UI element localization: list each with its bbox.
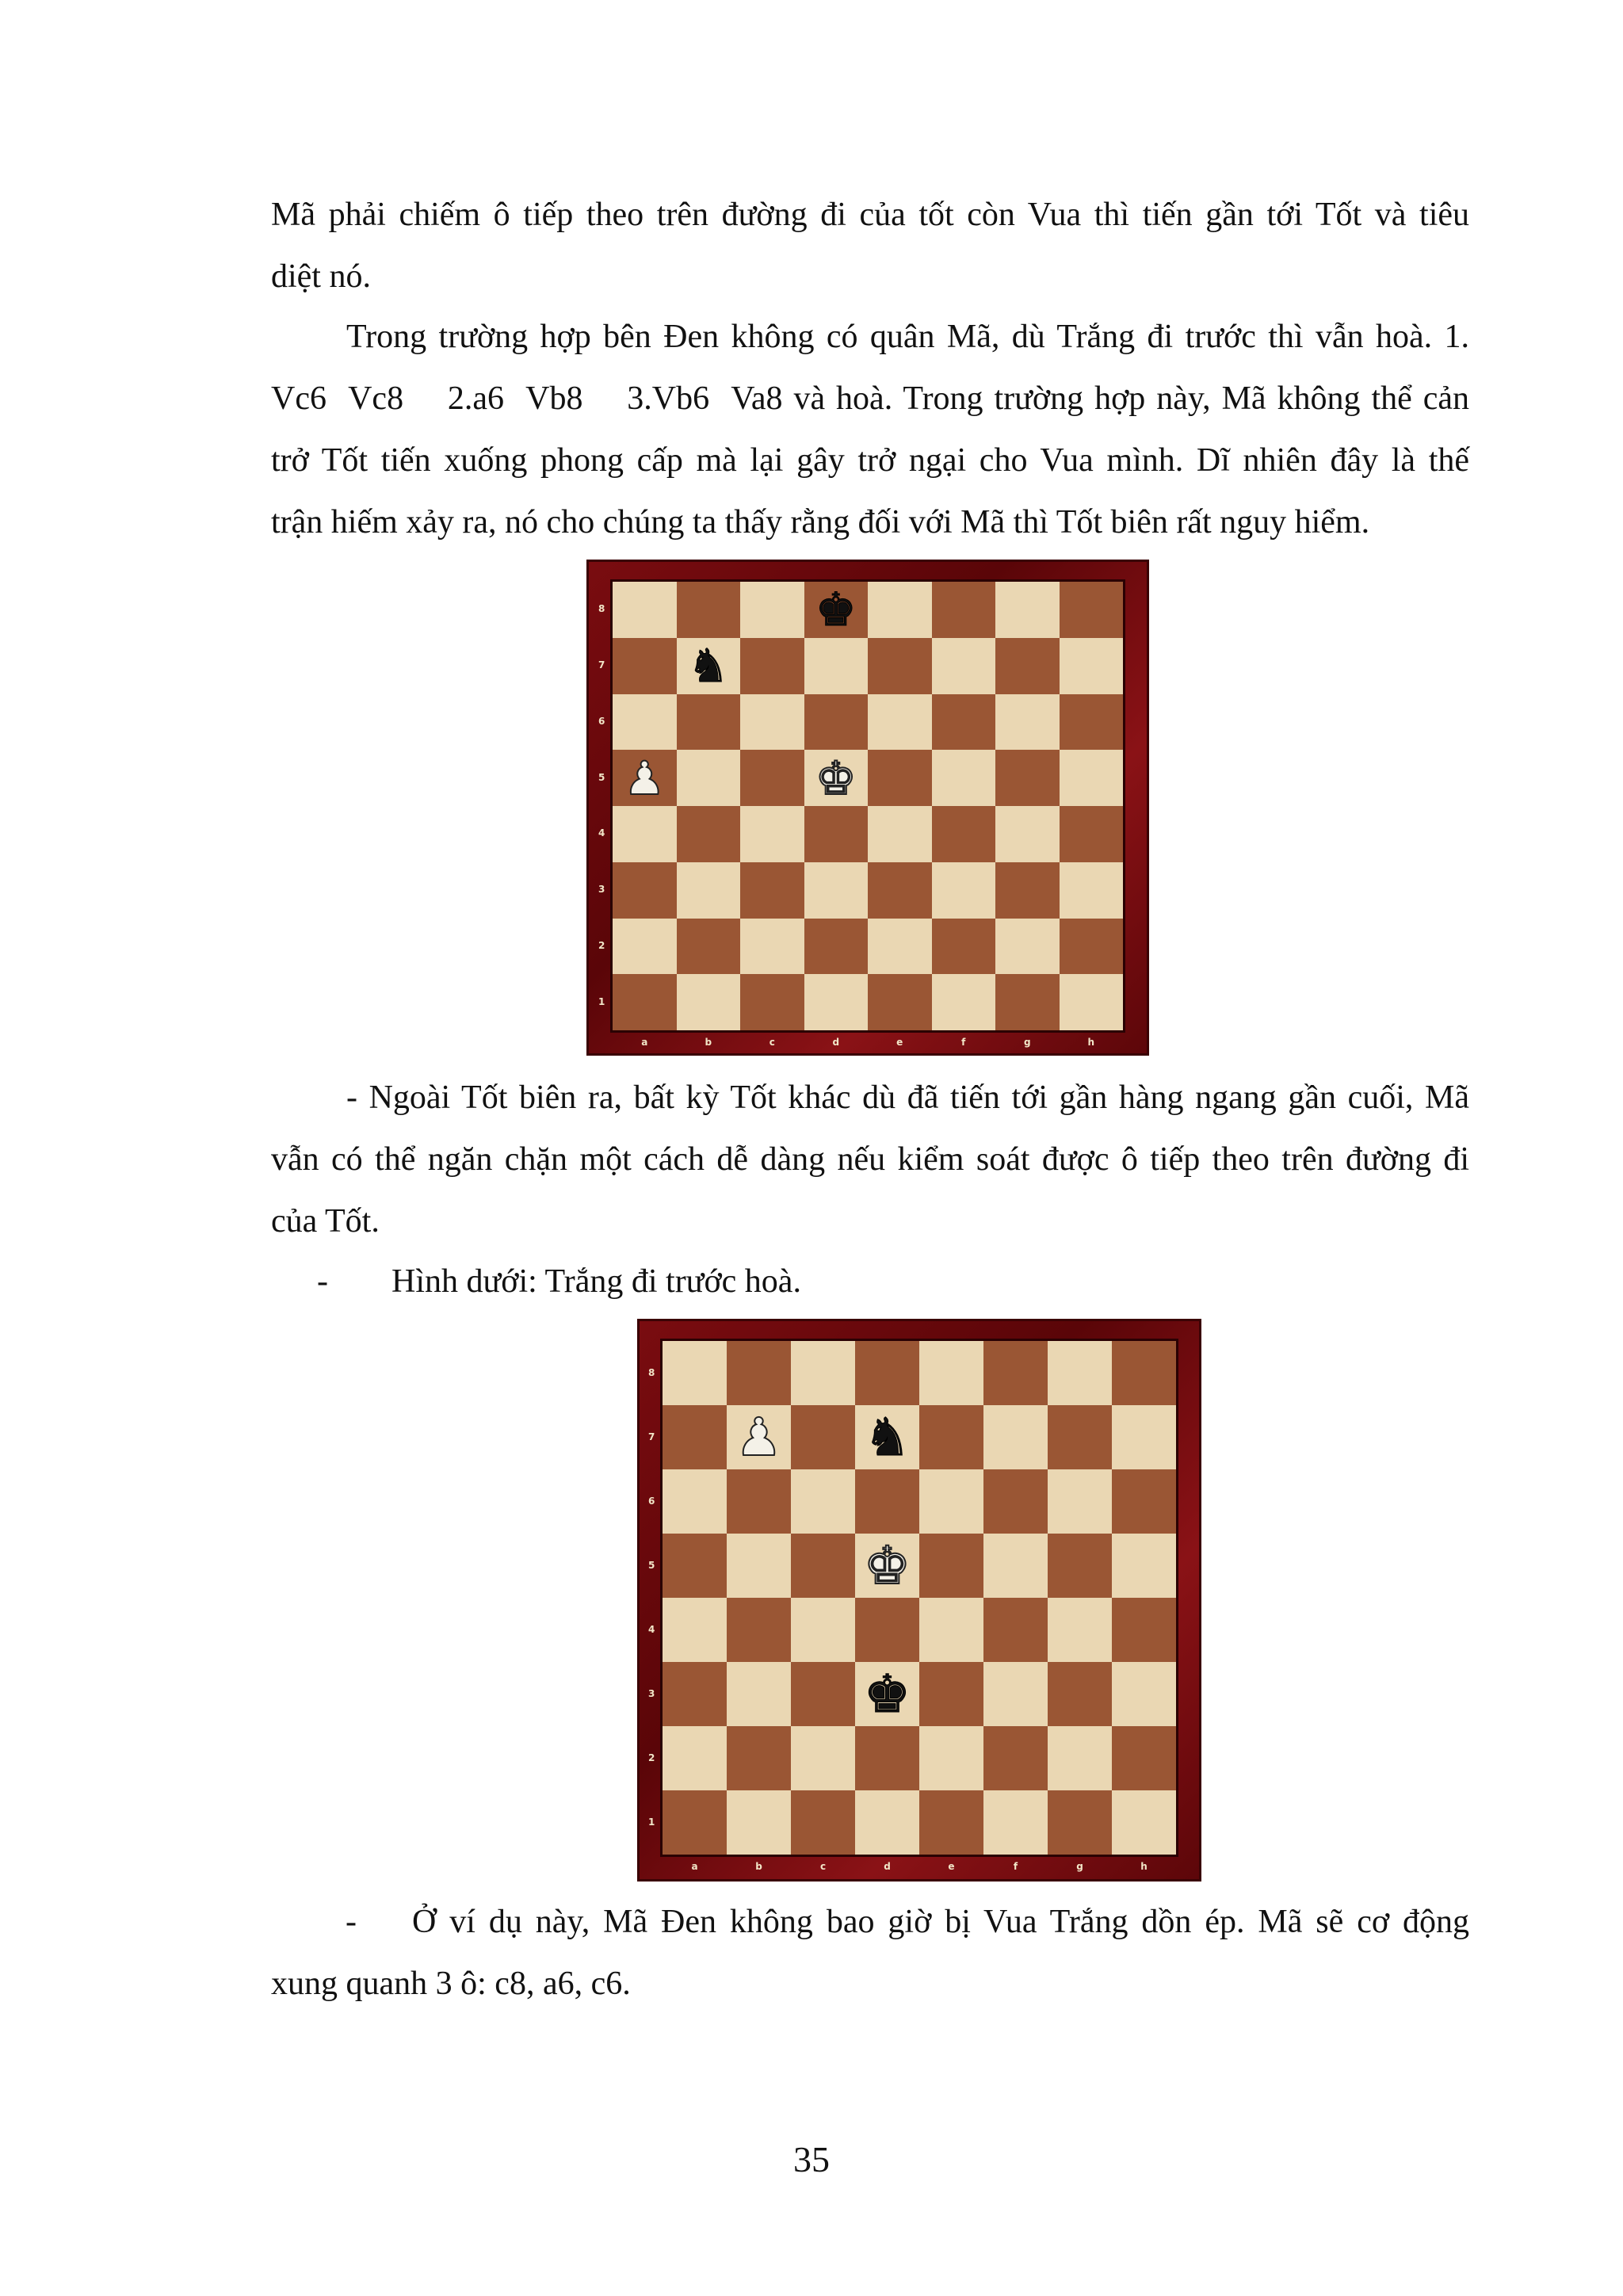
square-d8 [855,1341,919,1405]
square-b1 [677,974,741,1048]
square-h4 [1060,806,1124,862]
square-f1 [932,974,996,1048]
square-g5 [995,750,1060,806]
square-g1 [995,974,1060,1048]
square-h5 [1060,750,1124,806]
square-h6 [1060,694,1124,751]
square-e7 [919,1405,983,1469]
square-c7 [791,1405,855,1469]
square-a6 [598,694,677,751]
square-b8 [677,582,741,638]
square-e8 [868,582,932,638]
square-d2 [804,919,869,975]
square-h5 [1112,1534,1176,1598]
text-line: Mã phải chiếm ô tiếp theo trên đường đi của tốt còn Vua thì tiến gần tới Tốt và tiêu [271,197,1469,233]
text-line: - Ngoài Tốt biên ra, bất kỳ Tốt khác dù đã tiến tới gần hàng ngang gần cuối, Mã [346,1079,1469,1116]
rank-label: 8 [598,603,605,615]
file-label: f [961,1037,966,1048]
square-a8 [648,1341,727,1405]
white-pawn-icon: ♟ [735,1406,783,1468]
square-f3 [932,862,996,919]
caption-text: Hình dưới: Trắng đi trước hoà. [391,1263,801,1300]
square-d3 [855,1662,919,1726]
rank-label: 3 [598,884,605,896]
rank-label: 1 [598,995,605,1007]
square-c8 [791,1341,855,1405]
rank-label: 5 [648,1559,655,1571]
paragraph-1 [271,184,1469,308]
square-a4 [648,1598,727,1662]
square-e4 [868,806,932,862]
paragraph-5-continued [271,1953,1469,2015]
square-f5 [983,1534,1048,1598]
square-d5 [855,1534,919,1598]
rank-label: 7 [648,1431,655,1442]
square-d5 [804,750,869,806]
square-e7 [868,638,932,694]
square-c7 [740,638,804,694]
square-h3 [1112,1662,1176,1726]
square-g1 [1048,1790,1112,1872]
black-king-icon: ♚ [863,1663,911,1725]
square-c4 [740,806,804,862]
square-h1 [1060,974,1124,1048]
square-f8 [932,582,996,638]
page-number: 35 [793,2139,830,2179]
square-g5 [1048,1534,1112,1598]
rank-label: 7 [598,659,605,671]
square-f5 [932,750,996,806]
square-g4 [995,806,1060,862]
square-e2 [868,919,932,975]
rank-label: 4 [648,1623,655,1635]
file-label: e [948,1861,955,1872]
square-c4 [791,1598,855,1662]
square-c2 [791,1726,855,1790]
square-e5 [919,1534,983,1598]
square-a6 [648,1469,727,1534]
rank-label: 6 [598,715,605,727]
square-e6 [868,694,932,751]
square-c5 [740,750,804,806]
text-line: Ở ví dụ này, Mã Đen không bao giờ bị Vua Trắng dồn ép. Mã sẽ cơ động [412,1904,1469,1940]
square-c5 [791,1534,855,1598]
rank-label: 2 [598,939,605,951]
square-e3 [868,862,932,919]
square-a2 [648,1726,727,1790]
square-g2 [995,919,1060,975]
square-g4 [1048,1598,1112,1662]
list-dash: - [317,1263,328,1300]
square-e2 [919,1726,983,1790]
square-f6 [983,1469,1048,1534]
text-line: trận hiếm xảy ra, nó cho chúng ta thấy rằng đối với Mã thì Tốt biên rất nguy hiểm. [271,504,1370,541]
square-c3 [791,1662,855,1726]
file-label: a [691,1861,698,1872]
square-b7 [727,1405,791,1469]
square-g6 [995,694,1060,751]
square-a3 [648,1662,727,1726]
square-b1 [727,1790,791,1872]
square-b6 [727,1469,791,1534]
square-d4 [855,1598,919,1662]
square-f6 [932,694,996,751]
square-f2 [932,919,996,975]
square-f8 [983,1341,1048,1405]
text-line: vẫn có thể ngăn chặn một cách dễ dàng nếu kiểm soát được ô tiếp theo trên đường đi [271,1141,1469,1178]
square-f2 [983,1726,1048,1790]
rank-label: 2 [648,1752,655,1763]
square-h8 [1060,582,1124,638]
text-line: Trong trường hợp bên Đen không có quân Mã, dù Trắng đi trước thì vẫn hoà. 1. [346,319,1469,355]
square-b7 [677,638,741,694]
square-g3 [1048,1662,1112,1726]
square-f7 [983,1405,1048,1469]
square-b6 [677,694,741,751]
file-label: f [1013,1861,1018,1872]
square-h7 [1060,638,1124,694]
chess-diagram-1 [586,560,1149,1056]
square-b2 [677,919,741,975]
rank-label: 6 [648,1495,655,1507]
file-label: c [769,1037,775,1048]
square-d2 [855,1726,919,1790]
square-e1 [868,974,932,1048]
chessboard [598,582,1123,1048]
square-d8 [804,582,869,638]
black-knight-icon: ♞ [687,639,729,693]
white-pawn-icon: ♟ [624,751,666,805]
chess-diagram-2 [637,1319,1201,1881]
square-e5 [868,750,932,806]
square-c1 [740,974,804,1048]
square-b8 [727,1341,791,1405]
square-d6 [855,1469,919,1534]
square-a1 [598,974,677,1048]
list-dash: - [346,1904,357,1940]
text-line: diệt nó. [271,258,371,295]
chessboard [648,1341,1176,1872]
square-a7 [648,1405,727,1469]
square-g8 [995,582,1060,638]
file-label: h [1087,1037,1095,1048]
white-king-icon: ♚ [815,751,857,805]
white-king-icon: ♚ [863,1534,911,1596]
square-h2 [1060,919,1124,975]
square-h4 [1112,1598,1176,1662]
square-c8 [740,582,804,638]
square-e8 [919,1341,983,1405]
square-b4 [677,806,741,862]
square-a7 [598,638,677,694]
text-line: xung quanh 3 ô: c8, a6, c6. [271,1966,631,2002]
square-f4 [983,1598,1048,1662]
file-label: d [832,1037,840,1048]
rank-label: 8 [648,1366,655,1378]
square-a2 [598,919,677,975]
text-line: trở Tốt tiến xuống phong cấp mà lại gây trở ngại cho Vua mình. Dĩ nhiên đây là thế [271,442,1469,479]
square-e1 [919,1790,983,1872]
black-king-icon: ♚ [815,583,857,637]
square-a8 [598,582,677,638]
square-d1 [855,1790,919,1872]
square-b5 [677,750,741,806]
file-label: d [884,1861,891,1872]
square-f4 [932,806,996,862]
square-a5 [598,750,677,806]
square-h8 [1112,1341,1176,1405]
file-label: h [1140,1861,1148,1872]
square-d7 [855,1405,919,1469]
text-line: Vc6 Vc8 2.a6 Vb8 3.Vb6 Va8 và hoà. Trong trường hợp này, Mã không thể cản [271,380,1469,417]
square-g3 [995,862,1060,919]
paragraph-2 [271,306,1469,553]
square-g7 [1048,1405,1112,1469]
square-b3 [727,1662,791,1726]
square-d6 [804,694,869,751]
square-g7 [995,638,1060,694]
file-label: g [1023,1037,1031,1048]
square-a4 [598,806,677,862]
file-label: c [819,1861,827,1872]
rank-label: 4 [598,827,605,839]
square-d1 [804,974,869,1048]
square-d7 [804,638,869,694]
square-a5 [648,1534,727,1598]
square-h6 [1112,1469,1176,1534]
square-e6 [919,1469,983,1534]
square-e4 [919,1598,983,1662]
square-b3 [677,862,741,919]
square-c6 [740,694,804,751]
square-f1 [983,1790,1048,1872]
black-knight-icon: ♞ [863,1406,911,1468]
square-a3 [598,862,677,919]
rank-label: 5 [598,771,605,783]
square-c6 [791,1469,855,1534]
square-c2 [740,919,804,975]
square-h7 [1112,1405,1176,1469]
square-f3 [983,1662,1048,1726]
square-d4 [804,806,869,862]
square-f7 [932,638,996,694]
square-b4 [727,1598,791,1662]
square-c1 [791,1790,855,1872]
square-h1 [1112,1790,1176,1872]
rank-label: 3 [648,1687,655,1699]
square-d3 [804,862,869,919]
square-c3 [740,862,804,919]
file-label: b [755,1861,762,1872]
square-h3 [1060,862,1124,919]
file-label: e [896,1037,903,1048]
file-label: a [641,1037,648,1048]
file-label: b [705,1037,712,1048]
square-g2 [1048,1726,1112,1790]
square-a1 [648,1790,727,1872]
rank-label: 1 [648,1816,655,1828]
square-b2 [727,1726,791,1790]
paragraph-5 [412,1891,1469,1953]
file-label: g [1076,1861,1083,1872]
square-g6 [1048,1469,1112,1534]
square-e3 [919,1662,983,1726]
square-h2 [1112,1726,1176,1790]
square-g8 [1048,1341,1112,1405]
square-b5 [727,1534,791,1598]
text-line: của Tốt. [271,1203,380,1240]
paragraph-3 [271,1067,1469,1252]
